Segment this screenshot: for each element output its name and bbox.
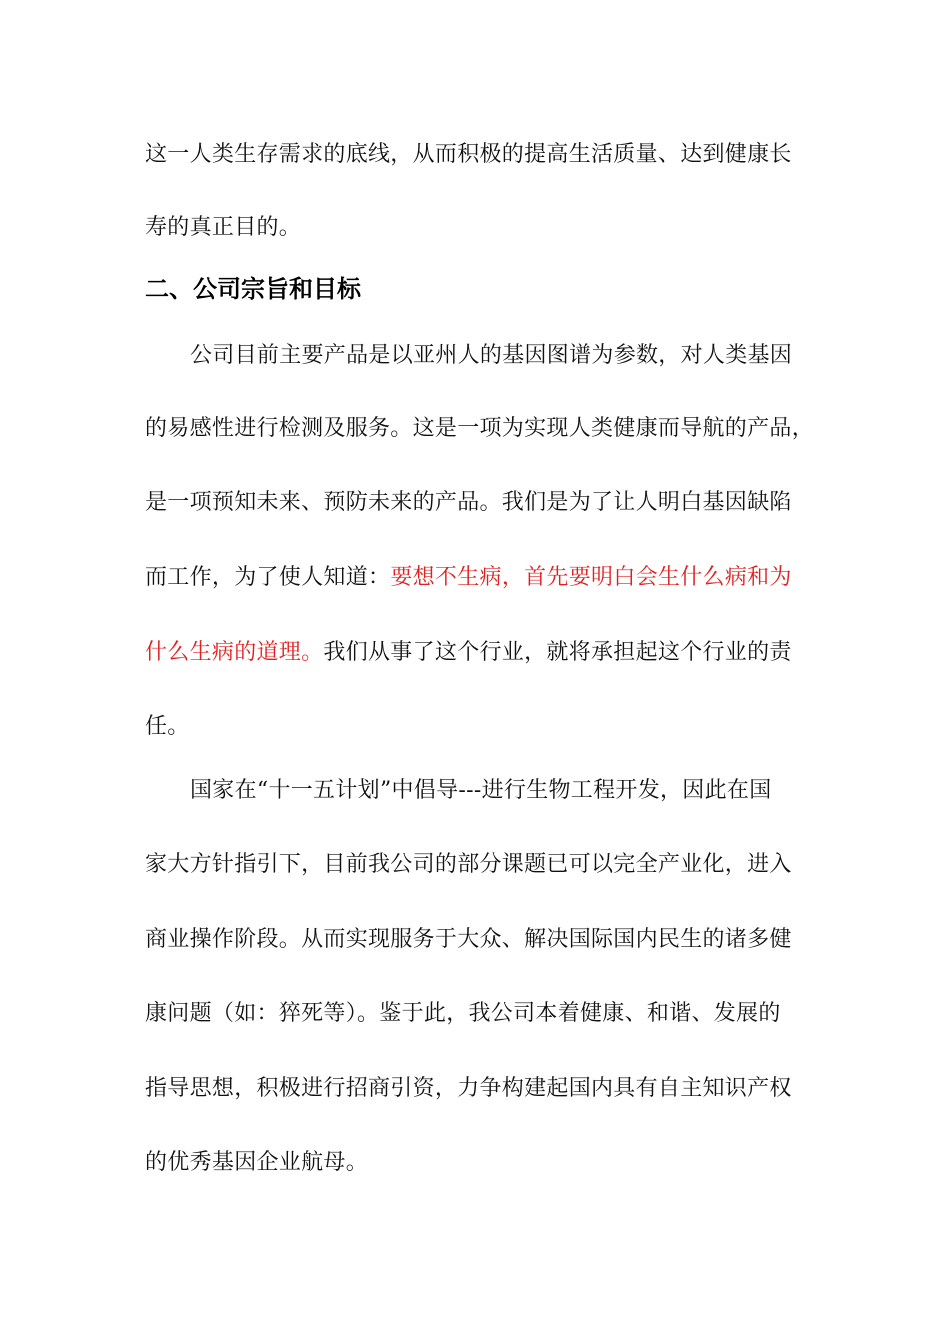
para1-line-6: 任。 <box>145 714 190 739</box>
para1-line-4 <box>145 563 792 593</box>
highlighted-text: 什么生病的道理。 <box>145 640 324 665</box>
para0-line-2: 寿的真正目的。 <box>145 215 302 240</box>
para2-line-4: 康问题（如：猝死等）。鉴于此，我公司本着健康、和谐、发展的 <box>145 1001 781 1026</box>
para1-line-1: 公司目前主要产品是以亚州人的基因图谱为参数，对人类基因 <box>190 343 793 368</box>
para2-line-1: 国家在“十一五计划”中倡导---进行生物工程开发，因此在国 <box>190 778 772 803</box>
para2-line-5: 指导思想，积极进行招商引资，力争构建起国内具有自主知识产权 <box>145 1076 792 1101</box>
section-heading: 二、公司宗旨和目标 <box>145 275 361 303</box>
para0-line-1: 这一人类生存需求的底线，从而积极的提高生活质量、达到健康长 <box>145 142 792 167</box>
para2-line-3: 商业操作阶段。从而实现服务于大众、解决国际国内民生的诸多健 <box>145 927 792 952</box>
para1-line-2: 的易感性进行检测及服务。这是一项为实现人类健康而导航的产品， <box>145 416 815 441</box>
para1-line-5 <box>145 638 792 668</box>
highlighted-text: 要想不生病，首先要明白会生什么病和为 <box>390 565 792 590</box>
para1-line-5-text: 我们从事了这个行业，就将承担起这个行业的责 <box>323 640 792 665</box>
para1-line-4-text: 而工作，为了使人知道： <box>145 565 391 590</box>
para2-line-2: 家大方针指引下，目前我公司的部分课题已可以完全产业化，进入 <box>145 852 792 877</box>
para1-line-3: 是一项预知未来、预防未来的产品。我们是为了让人明白基因缺陷 <box>145 490 792 515</box>
para2-line-6: 的优秀基因企业航母。 <box>145 1150 369 1175</box>
